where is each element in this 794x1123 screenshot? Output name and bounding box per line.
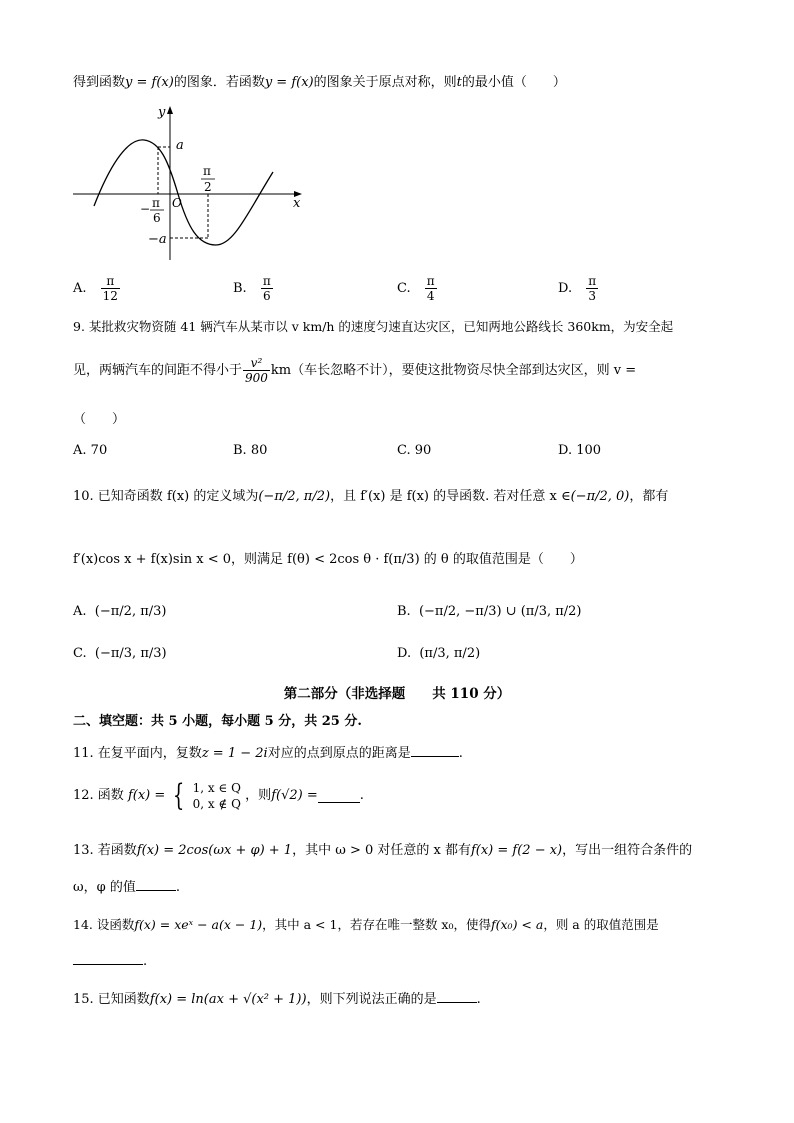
q14-line1 xyxy=(73,916,659,934)
q12-fx: f(x) = xyxy=(127,788,166,803)
q12-case1: 1, x ∈ Q xyxy=(192,781,242,795)
pi2-denominator: 2 xyxy=(204,180,212,194)
q8-option-a[interactable] xyxy=(73,274,121,303)
q14-answer-blank[interactable] xyxy=(73,952,143,965)
q8-tail-f1: y = f(x) xyxy=(125,75,174,90)
q12-cases xyxy=(193,780,241,812)
q14-expr2: f(x₀) < a xyxy=(491,917,544,932)
option-letter: A. xyxy=(73,281,87,296)
q13-line2: ω，φ 的值 . xyxy=(73,880,180,895)
neg-pi6-denominator: 6 xyxy=(153,211,161,225)
q11-line: 11. 在复平面内，复数z = 1 − 2i对应的点到原点的距离是 . xyxy=(73,746,463,761)
pi2-numerator: π xyxy=(203,164,211,178)
q8-option-c[interactable] xyxy=(397,274,438,303)
q14-expr: f(x) = xeˣ − a(x − 1) xyxy=(134,917,263,932)
q9-line1: 9. 某批救灾物资随 41 辆汽车从某市以 v km/h 的速度匀速直达灾区，已知两地公路线长 360km，为安全起 xyxy=(73,319,674,334)
q14-line2: . xyxy=(73,952,147,971)
q9-option-c[interactable]: C. 90 xyxy=(397,443,432,458)
q14-mid: ，其中 a < 1，若存在唯一整数 x₀，使得 xyxy=(262,917,491,932)
q13-line1 xyxy=(73,842,692,860)
q11-pre: 11. 在复平面内，复数 xyxy=(73,746,202,761)
q14-end: ，则 a 的取值范围是 xyxy=(543,917,659,932)
q9-line2-pre: 见，两辆汽车的间距不得小于 xyxy=(73,363,243,378)
sine-curve xyxy=(94,140,273,245)
q12-brace-icon: { xyxy=(173,778,185,813)
q10-option-a[interactable]: A. (−π/2, π/3) xyxy=(73,604,167,619)
q9-option-b[interactable]: B. 80 xyxy=(233,443,268,458)
option-fraction: $\frac{\pi}{12}$ xyxy=(102,274,118,303)
q12-case2: 0, x ∉ Q xyxy=(192,797,242,811)
q8-tail-mid2: 的图象关于原点对称，则 xyxy=(313,75,457,90)
q9-option-a[interactable]: A. 70 xyxy=(73,443,108,458)
q10-option-c[interactable]: C. (−π/3, π/3) xyxy=(73,646,167,661)
q9-fraction: $\frac{\text{v²}}{900}$ xyxy=(245,356,268,385)
q8-sine-graph xyxy=(68,100,318,270)
neg-pi6-numerator: π xyxy=(152,196,160,210)
section2-title: 第二部分（非选择题 共 110 分） xyxy=(283,686,511,702)
q13-pre: 13. 若函数 xyxy=(73,843,137,858)
q12-pre: 12. 函数 xyxy=(73,788,124,803)
q8-option-b[interactable] xyxy=(233,274,274,303)
option-fraction: $\frac{\pi}{4}$ xyxy=(426,274,435,303)
q10-interval: (−π/2, 0) xyxy=(570,489,630,504)
q10-option-b[interactable]: B. (−π/2, −π/3) ∪ (π/3, π/2) xyxy=(397,604,582,619)
q13-line2-pre: ω，φ 的值 xyxy=(73,880,136,895)
q15-pre: 15. 已知函数 xyxy=(73,992,150,1007)
q8-tail-line xyxy=(73,74,566,92)
a-label: a xyxy=(176,138,184,153)
q8-option-d[interactable] xyxy=(558,274,599,303)
neg-pi6-sign: − xyxy=(140,202,151,216)
q9-line3: （ ） xyxy=(73,412,126,427)
option-letter: B. xyxy=(233,281,247,296)
q15-answer-blank[interactable] xyxy=(437,990,477,1003)
q14-pre: 14. 设函数 xyxy=(73,917,135,932)
q12-post: ，则 xyxy=(245,788,272,803)
q8-tail-mid: 的图象．若函数 xyxy=(173,75,265,90)
q11-expr: z = 1 − 2i xyxy=(201,746,268,761)
q11-answer-blank[interactable] xyxy=(411,744,459,757)
y-axis-arrow xyxy=(167,106,173,114)
q10-line2: f′(x)cos x + f(x)sin x < 0，则满足 f(θ) < 2cos θ · f(π/3) 的 θ 的取值范围是（ ） xyxy=(73,552,583,567)
q15-line: 15. 已知函数f(x) = ln(ax + √(x² + 1))，则下列说法正确的是 . xyxy=(73,992,481,1007)
q8-tail-pre: 得到函数 xyxy=(73,75,126,90)
option-letter: C. xyxy=(397,281,411,296)
q12-answer-blank[interactable] xyxy=(318,790,360,803)
q13-expr: f(x) = 2cos(ωx + φ) + 1 xyxy=(136,843,293,858)
q10-domain: (−π/2, π/2) xyxy=(258,489,331,504)
q8-tail-t: t xyxy=(456,75,462,90)
q10-line1 xyxy=(73,488,668,506)
q8-tail-end: 的最小值（ ） xyxy=(461,75,566,90)
origin-label: O xyxy=(172,196,182,210)
q12-line: 12. 函数 f(x) = { 1, x ∈ Q 0, x ∉ Q ，则f(√2) = . xyxy=(73,778,364,813)
q15-post: ，则下列说法正确的是 xyxy=(306,992,437,1007)
option-fraction: $\frac{\pi}{3}$ xyxy=(588,274,597,303)
q10-line1-pre: 10. 已知奇函数 f(x) 的定义域为 xyxy=(73,489,259,504)
option-letter: D. xyxy=(558,281,573,296)
y-axis-label: y xyxy=(158,105,166,120)
x-axis-label: x xyxy=(293,196,301,211)
q13-end: ，写出一组符合条件的 xyxy=(562,843,693,858)
q10-line1-mid: ，且 f′(x) 是 f(x) 的导函数. 若对任意 x ∈ xyxy=(330,489,571,504)
q9-line2 xyxy=(73,356,636,385)
q12-ask: f(√2) = xyxy=(271,788,318,803)
section2-subtitle: 二、填空题：共 5 小题，每小题 5 分，共 25 分. xyxy=(73,714,362,729)
q10-line1-end: ，都有 xyxy=(629,489,669,504)
q13-expr2: f(x) = f(2 − x) xyxy=(470,843,563,858)
neg-a-label: −a xyxy=(148,232,167,247)
q9-option-d[interactable]: D. 100 xyxy=(558,443,602,458)
q10-option-d[interactable]: D. (π/3, π/2) xyxy=(397,646,481,661)
q9-line2-post: km（车长忽略不计），要使这批物资尽快全部到达灾区，则 v = xyxy=(270,363,637,378)
q13-answer-blank[interactable] xyxy=(136,878,176,891)
option-fraction: $\frac{\pi}{6}$ xyxy=(262,274,271,303)
q15-expr: f(x) = ln(ax + √(x² + 1)) xyxy=(149,992,307,1007)
q13-mid: ，其中 ω > 0 对任意的 x 都有 xyxy=(292,843,471,858)
q8-tail-f2: y = f(x) xyxy=(264,75,314,90)
q11-post: 对应的点到原点的距离是 xyxy=(267,746,411,761)
